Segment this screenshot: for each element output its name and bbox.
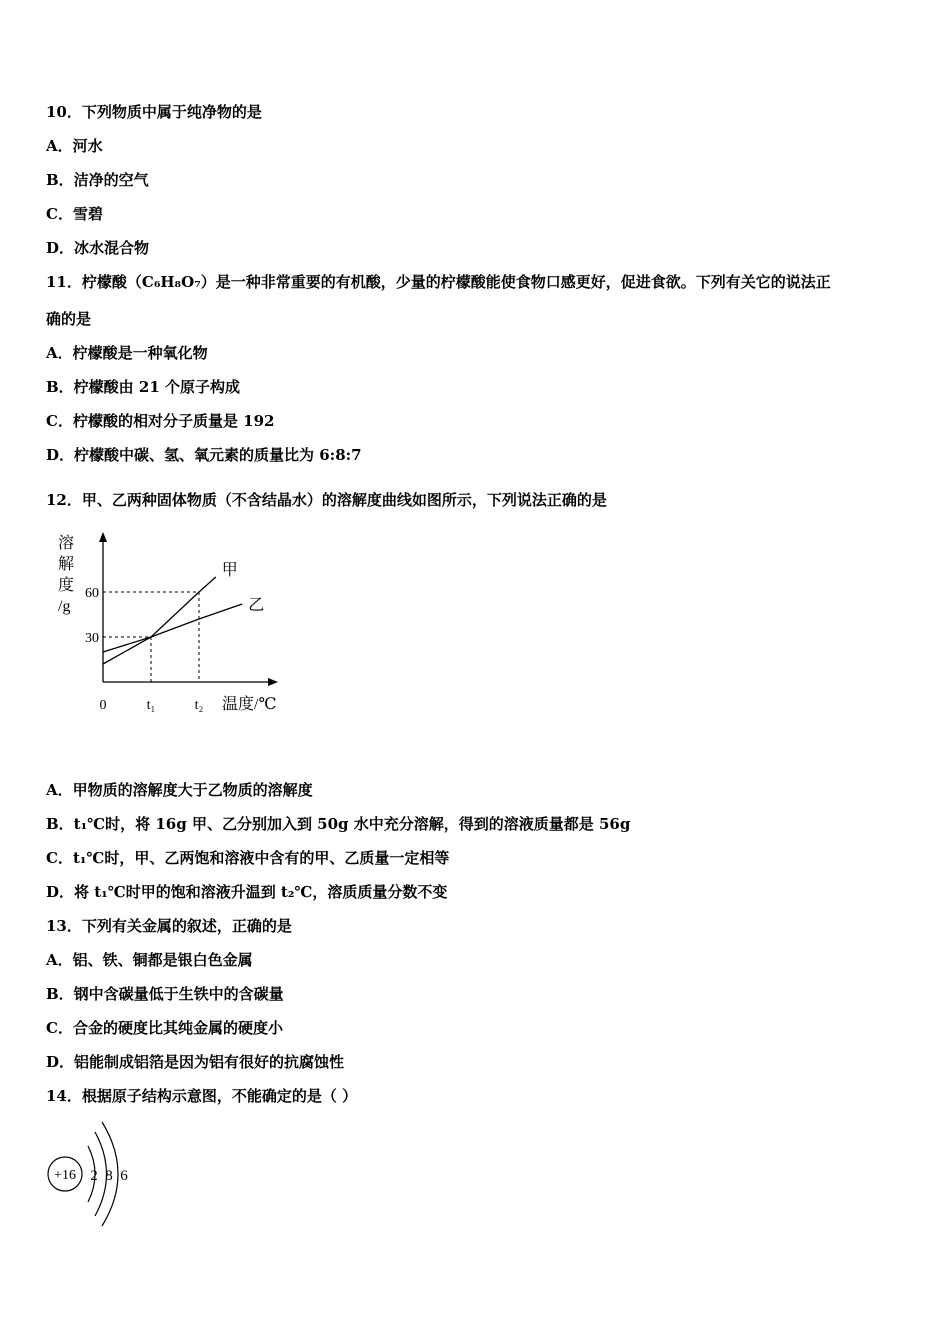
q11-option-c: C．柠檬酸的相对分子质量是 192 — [46, 412, 275, 430]
q13-option-b: B．钢中含碳量低于生铁中的含碳量 — [46, 985, 284, 1003]
y-tick-60: 60 — [85, 586, 99, 601]
x-tick-2: t₂ — [194, 698, 204, 713]
x-axis-arrow — [268, 678, 278, 686]
y-label-char-0: 溶 — [58, 535, 75, 552]
q10-stem: 10．下列物质中属于纯净物的是 — [46, 103, 262, 121]
y-axis-arrow — [99, 532, 107, 542]
q13-stem: 13．下列有关金属的叙述，正确的是 — [46, 917, 292, 935]
nucleus-charge: +16 — [54, 1168, 76, 1183]
q11-option-d: D．柠檬酸中碳、氢、氧元素的质量比为 6:8:7 — [46, 446, 362, 464]
q10-option-a: A．河水 — [46, 137, 103, 155]
y-label-char-3: /g — [58, 598, 71, 615]
y-label-char-1: 解 — [58, 556, 75, 573]
q13-option-c: C．合金的硬度比其纯金属的硬度小 — [46, 1019, 283, 1037]
q11-option-a: A．柠檬酸是一种氧化物 — [46, 344, 208, 362]
x-tick-1: t₁ — [146, 698, 156, 713]
series-line-0 — [103, 577, 216, 664]
q10-option-c: C．雪碧 — [46, 205, 103, 223]
atom-structure-diagram — [40, 1118, 150, 1230]
x-tick-0: 0 — [99, 698, 107, 713]
chart-series — [103, 577, 242, 664]
series-line-1 — [103, 604, 242, 652]
series-label-1: 乙 — [248, 597, 265, 614]
shell-1-electrons: 2 — [90, 1168, 98, 1184]
q11-stem-line2: 确的是 — [46, 310, 92, 328]
solubility-chart — [50, 530, 290, 725]
q13-option-a: A．铝、铁、铜都是银白色金属 — [46, 951, 253, 969]
q11-stem-line1: 11．柠檬酸（C₆H₈O₇）是一种非常重要的有机酸，少量的柠檬酸能使食物口感更好，促进食欲。下列有关它的说法正 — [46, 273, 831, 291]
y-label-char-2: 度 — [58, 577, 75, 594]
series-label-0: 甲 — [221, 562, 238, 579]
q12-option-c: C．t₁℃时，甲、乙两饱和溶液中含有的甲、乙质量一定相等 — [46, 849, 450, 867]
shell-2-electrons: 8 — [105, 1168, 113, 1184]
x-axis-label: 温度/℃ — [222, 696, 277, 713]
q12-option-a: A．甲物质的溶解度大于乙物质的溶解度 — [46, 781, 313, 799]
q12-option-d: D．将 t₁℃时甲的饱和溶液升温到 t₂℃，溶质质量分数不变 — [46, 883, 448, 901]
y-tick-30: 30 — [85, 631, 99, 646]
shell-3-electrons: 6 — [120, 1168, 128, 1184]
q12-stem: 12．甲、乙两种固体物质（不含结晶水）的溶解度曲线如图所示，下列说法正确的是 — [46, 491, 607, 509]
q10-option-b: B．洁净的空气 — [46, 171, 149, 189]
q11-option-b: B．柠檬酸由 21 个原子构成 — [46, 378, 240, 396]
q10-option-d: D．冰水混合物 — [46, 239, 150, 257]
q14-stem: 14．根据原子结构示意图，不能确定的是（ ） — [46, 1087, 358, 1105]
q12-option-b: B．t₁℃时，将 16g 甲、乙分别加入到 50g 水中充分溶解，得到的溶液质量都是 56g — [46, 815, 631, 833]
chart-labels — [58, 534, 276, 713]
q13-option-d: D．铝能制成铝箔是因为铝有很好的抗腐蚀性 — [46, 1053, 345, 1071]
